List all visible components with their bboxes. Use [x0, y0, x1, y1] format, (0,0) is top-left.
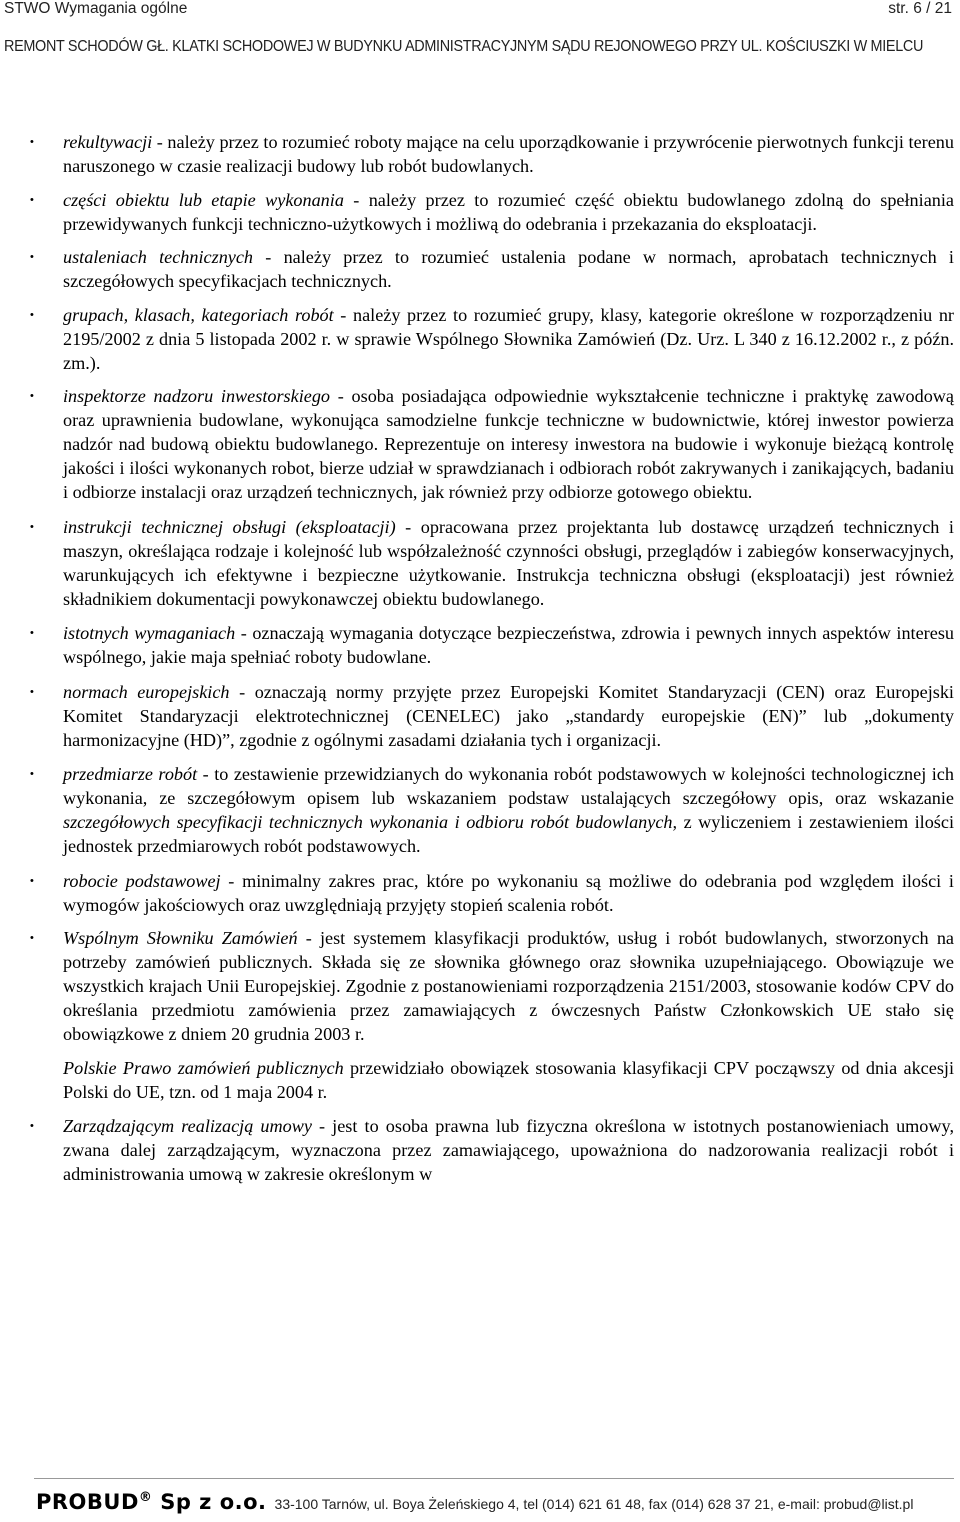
bullet-marker: • — [30, 520, 34, 533]
definition-term: przedmiarze robót — [63, 764, 198, 785]
definition-term: instrukcji technicznej obsługi (eksploatacji) — [63, 516, 396, 537]
document-title: STWO Wymagania ogólne — [4, 0, 188, 17]
definition-term: normach europejskich — [63, 681, 230, 702]
definition-entry — [0, 869, 960, 917]
registered-mark: ® — [138, 1490, 153, 1505]
definition-term: rekultywacji — [63, 132, 153, 152]
definition-entry — [0, 130, 960, 178]
definition-entry — [0, 245, 960, 293]
definition-term: ustaleniach technicznych — [63, 247, 254, 268]
bullet-marker: • — [30, 685, 34, 698]
definition-entry — [0, 1114, 960, 1186]
definition-text: przewidziało obowiązek stosowania klasyfikacji CPV począwszy od dnia akcesji Polski do UE, tzn. od 1 maja 2004 r. — [63, 1058, 954, 1103]
definition-term: części obiektu lub etapie wykonania — [63, 189, 344, 210]
definition-term: Wspólnym Słowniku Zamówień — [63, 928, 298, 949]
footer-divider — [34, 1478, 954, 1479]
definition-text: - osoba posiadająca odpowiednie wykształcenie techniczne i praktykę zawodową oraz uprawnienia budowlane, wykonująca samodzielne funkcje techniczne w budownictwie, której inwestor powierza nadzór nad budową obiektu budowlanego. Reprezentuje on interesy inwestora na budowie i wykonuje bieżącą kontrolę jakości i ilości wykonanych robot, bierze udział w sprawdzianach i odbiorach robót zakrywanych i zanikających, badaniu i odbiorze instalacji oraz urządzeń technicznych, jak również przy odbiorze gotowego obiektu. — [63, 386, 954, 503]
definition-entry — [0, 384, 960, 504]
definition-term: inspektorze nadzoru inwestorskiego — [63, 386, 331, 407]
page-footer — [36, 1490, 913, 1514]
definition-text: - jest systemem klasyfikacji produktów, usług i robót budowlanych, stworzonych na potrzeby zamówień publicznych. Składa się ze słownika głównego oraz słownika uzupełniającego. Obowiązuje we wszystkich krajach Unii Europejskiej. Zgodnie z postanowieniami rozporządzenia 2151/2003, stosowanie kodów CPV do określania przedmiotu zamówienia przez zamawiających z ówczesnych Państw Członkowskich UE stało się obowiązkowe z dniem 20 grudnia 2003 r. — [63, 928, 954, 1045]
definition-text: szczegółowych specyfikacji technicznych wykonania i odbioru robót budowlanych, — [63, 812, 678, 833]
logo-name: PROBUD — [36, 1490, 139, 1514]
definition-term: grupach, klasach, kategoriach robót — [63, 304, 334, 325]
definition-entry — [0, 680, 960, 752]
company-logo — [36, 1490, 267, 1514]
definition-text: - oznaczają normy przyjęte przez Europejski Komitet Standaryzacji (CEN) oraz Europejski Komitet Standaryzacji elektrotechnicznej (CENELEC) jako „standardy europejskie (EN)” lub „dokumenty harmonizacyjne (HD)”, zgodnie z ogólnymi zasadami działania tych i organizacji. — [63, 681, 954, 750]
definition-text: z wyliczeniem i zestawieniem ilości jednostek przedmiarowych robót podstawowych. — [63, 812, 954, 857]
definition-text: - opracowana przez projektanta lub dostawcę urządzeń technicznych i maszyn, określająca rodzaje i kolejność lub współzależność czynności obsługi, przeglądów i zabiegów konserwacyjnych, warunkujących ich efektywne i bezpieczne użytkowanie. Instrukcja techniczna obsługi (eksploatacji) jest również składnikiem dokumentacji powykonawczej obiektu budowlanego. — [63, 516, 954, 609]
bullet-marker: • — [30, 768, 34, 781]
definition-entry — [0, 1056, 960, 1104]
company-address: 33-100 Tarnów, ul. Boya Żeleńskiego 4, tel (014) 621 61 48, fax (014) 628 37 21, e-mail: probud@list.pl — [274, 1496, 914, 1512]
definition-text: - należy przez to rozumieć ustalenia podane w normach, aprobatach technicznych i szczegółowych specyfikacjach technicznych. — [63, 247, 954, 292]
definition-term: Polskie Prawo zamówień publicznych — [63, 1058, 344, 1079]
definitions-list — [0, 130, 960, 1195]
bullet-marker: • — [30, 874, 34, 887]
bullet-marker: • — [30, 136, 34, 148]
definition-entry — [0, 303, 960, 375]
definition-entry — [0, 621, 960, 669]
bullet-marker: • — [30, 251, 34, 264]
bullet-marker: • — [30, 390, 34, 403]
definition-entry — [0, 188, 960, 236]
definition-text: - należy przez to rozumieć część obiektu budowlanego zdolną do spełniania przewidywanych funkcji techniczno-użytkowych i możliwą do odebrania i przekazania do eksploatacji. — [63, 189, 954, 234]
bullet-marker: • — [30, 308, 34, 321]
bullet-marker: • — [30, 627, 34, 640]
definition-text: - to zestawienie przewidzianych do wykonania robót podstawowych w kolejności technologicznej ich wykonania, ze szczegółowym opisem lub wskazaniem podstaw ustalających szczegółowy opis, oraz wskazanie — [63, 764, 954, 809]
definition-text: - minimalny zakres prac, które po wykonaniu są możliwe do odebrania pod względem ilości i wymogów jakościowych oraz uwzględniają przyjęty stopień scalenia robót. — [63, 870, 954, 915]
bullet-marker: • — [30, 932, 34, 945]
bullet-marker: • — [30, 1119, 34, 1132]
definition-entry — [0, 762, 960, 858]
logo-suffix: Sp z o.o. — [160, 1490, 267, 1514]
bullet-marker: • — [30, 193, 34, 206]
definition-entry — [0, 926, 960, 1046]
project-title: REMONT SCHODÓW GŁ. KLATKI SCHODOWEJ W BUDYNKU ADMINISTRACYJNYM SĄDU REJONOWEGO PRZY UL. KOŚCIUSZKI W MIELCU — [4, 38, 924, 55]
definition-text: - należy przez to rozumieć grupy, klasy, kategorie określone w rozporządzeniu nr 2195/2002 z dnia 5 listopada 2002 r. w sprawie Wspólnego Słownika Zamówień (Dz. Urz. L 340 z 16.12.2002 r., z późn. zm.). — [63, 304, 954, 373]
definition-term: Zarządzającym realizacją umowy — [63, 1115, 312, 1136]
page-number: str. 6 / 21 — [888, 0, 952, 17]
definition-text: - jest to osoba prawna lub fizyczna określona w istotnych postanowieniach umowy, zwana dalej zarządzającym, wyznaczona przez zamawiającego, upoważniona do nadzorowania realizacji robót i administrowania umową w zakresie określonym w — [63, 1115, 954, 1184]
definition-term: robocie podstawowej — [63, 870, 221, 891]
definition-text: - oznaczają wymagania dotyczące bezpieczeństwa, zdrowia i pewnych innych aspektów interesu wspólnego, jakie maja spełniać roboty budowlane. — [63, 623, 954, 668]
definition-text: - należy przez to rozumieć roboty mające na celu uporządkowanie i przywrócenie pierwotnych funkcji terenu naruszonego w czasie realizacji budowy lub robót budowlanych. — [63, 132, 954, 176]
definition-term: istotnych wymaganiach — [63, 623, 236, 644]
definition-entry — [0, 515, 960, 611]
